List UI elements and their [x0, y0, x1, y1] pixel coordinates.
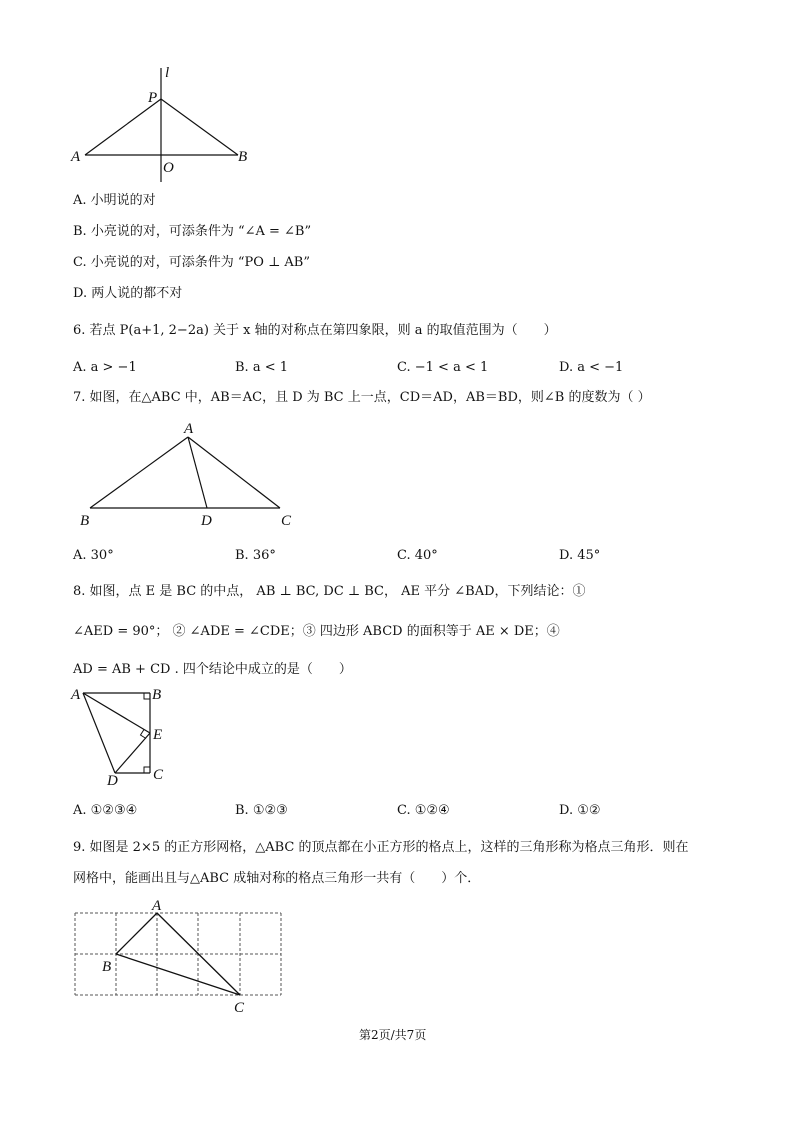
- q7-option-a: A. 30°: [73, 548, 114, 563]
- segment-ab: [90, 437, 188, 508]
- label-b: B: [238, 149, 248, 165]
- q8-option-b: B. ①②③: [235, 803, 288, 818]
- label-d: D: [107, 773, 118, 789]
- q5-figure: [0, 0, 794, 200]
- label-c: C: [281, 513, 292, 529]
- q8-option-d: D. ①②: [559, 803, 601, 818]
- q6-option-d: D. a < −1: [559, 360, 624, 375]
- label-c: C: [153, 767, 164, 783]
- q8-figure: [0, 680, 794, 790]
- q8-option-a: A. ①②③④: [73, 803, 138, 818]
- q7-option-b: B. 36°: [235, 548, 276, 563]
- right-angle-c: [144, 767, 150, 773]
- segment-ae: [83, 693, 150, 733]
- label-l: l: [165, 65, 170, 81]
- label-o: O: [163, 160, 174, 176]
- q8-stem-line2: ∠AED = 90°； ② ∠ADE = ∠CDE；③ 四边形 ABCD 的面积等于 AE × DE；④: [73, 624, 560, 639]
- label-b: B: [152, 687, 162, 703]
- q6-option-c: C. −1 < a < 1: [397, 360, 489, 375]
- label-c: C: [234, 1000, 245, 1016]
- label-a: A: [71, 687, 81, 703]
- q6-stem: 6. 若点 P(a+1, 2−2a) 关于 x 轴的对称点在第四象限，则 a 的取值范围为（ ）: [73, 323, 557, 338]
- label-a: A: [184, 421, 194, 437]
- q5-option-a: A. 小明说的对: [73, 193, 156, 208]
- q9-figure: [0, 895, 794, 1020]
- q8-stem-line1: 8. 如图，点 E 是 BC 的中点， AB ⊥ BC, DC ⊥ BC， AE 平分 ∠BAD，下列结论：①: [73, 584, 586, 599]
- right-angle-e: [141, 730, 147, 739]
- label-d: D: [201, 513, 212, 529]
- q9-stem-line2: 网格中，能画出且与△ABC 成轴对称的格点三角形一共有（ ）个．: [73, 871, 481, 886]
- page-number: 第2页/共7页: [359, 1028, 427, 1042]
- label-a: A: [71, 149, 81, 165]
- label-e: E: [153, 727, 163, 743]
- q5-option-c: C. 小亮说的对，可添条件为 “PO ⊥ AB”: [73, 255, 311, 270]
- label-b: B: [102, 959, 112, 975]
- segment-ac: [188, 437, 280, 508]
- q7-option-c: C. 40°: [397, 548, 438, 563]
- dashed-grid: [75, 913, 281, 995]
- q8-option-c: C. ①②④: [397, 803, 450, 818]
- segment-pa: [85, 99, 161, 155]
- q5-option-d: D. 两人说的都不对: [73, 286, 183, 301]
- segment-ad: [188, 437, 207, 508]
- segment-pb: [161, 99, 238, 155]
- label-b: B: [80, 513, 90, 529]
- segment-ad: [83, 693, 115, 773]
- segment-ab: [116, 913, 157, 954]
- q9-stem-line1: 9. 如图是 2×5 的正方形网格，△ABC 的顶点都在小正方形的格点上，这样的三角形称为格点三角形．则在: [73, 840, 689, 855]
- label-p: P: [148, 90, 158, 106]
- q5-option-b: B. 小亮说的对，可添条件为 “∠A = ∠B”: [73, 224, 312, 239]
- segment-bc: [116, 954, 240, 995]
- q7-stem: 7. 如图，在△ABC 中，AB＝AC，且 D 为 BC 上一点，CD＝AD，AB＝BD，则∠B 的度数为（ ）: [73, 390, 651, 405]
- q7-option-d: D. 45°: [559, 548, 601, 563]
- q6-option-b: B. a < 1: [235, 360, 288, 375]
- label-a: A: [152, 898, 162, 914]
- q8-stem-line3: AD = AB + CD . 四个结论中成立的是（ ）: [73, 662, 352, 677]
- right-angle-b: [144, 693, 150, 699]
- q7-figure: [0, 415, 794, 535]
- q6-option-a: A. a > −1: [73, 360, 137, 375]
